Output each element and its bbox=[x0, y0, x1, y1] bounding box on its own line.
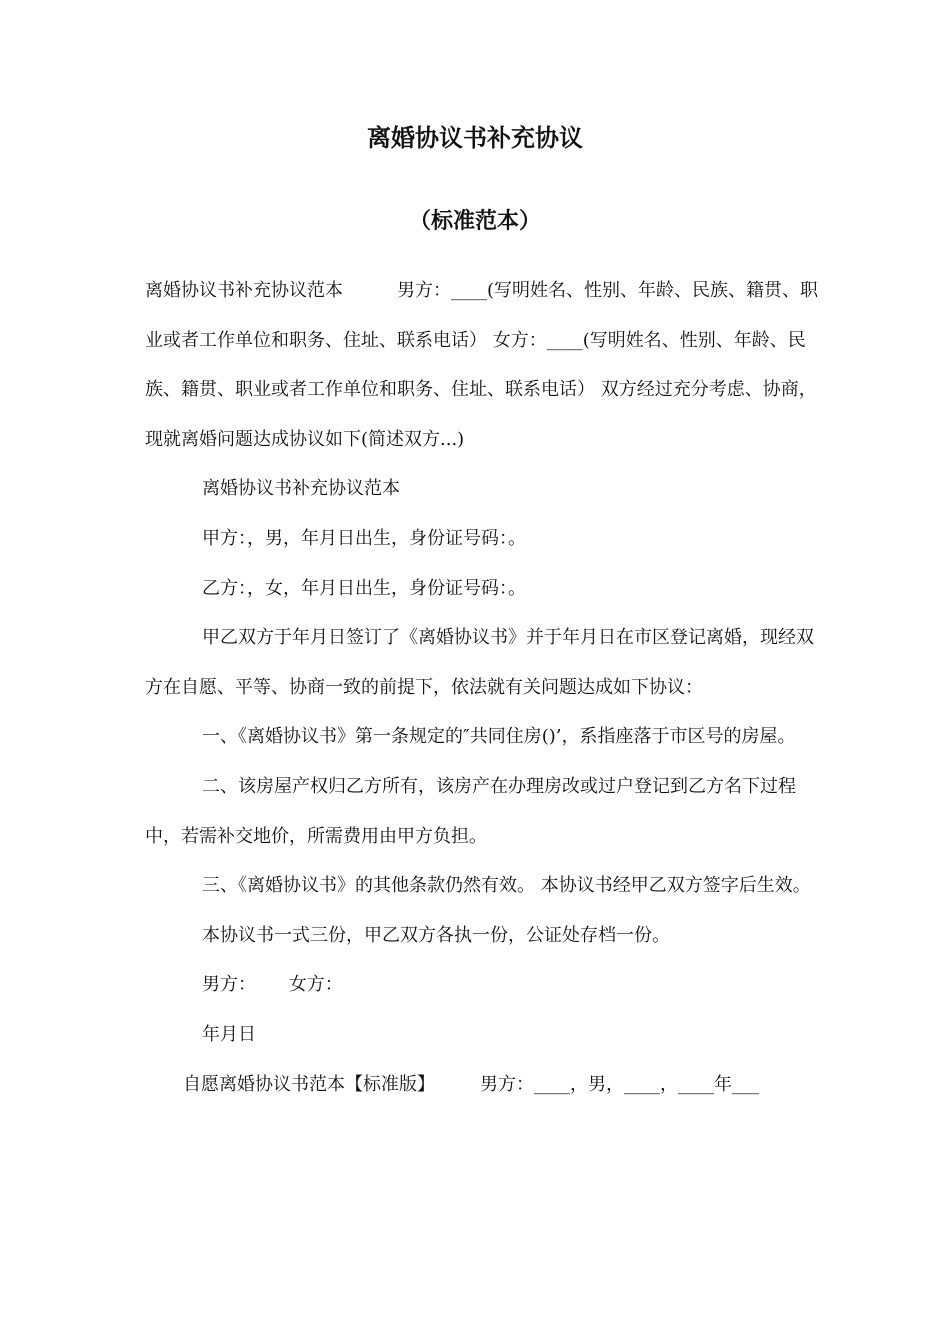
signature-line: 男方： 女方： bbox=[202, 974, 343, 996]
clause-1: 一、《离婚协议书》第一条规定的″共同住房()’，系指座落于市区号的房屋。 bbox=[202, 726, 796, 748]
intro-paragraph: 离婚协议书补充协议范本 男方：____(写明姓名、性别、年龄、民族、籍贯、职业或者工作单位和职务、住址、联系电话） 女方：____(写明姓名、性别、年龄、民族、籍贯、职业或者工作单位和职务、住址、联系电话） 双方经过充分考虑、协商，现就离婚问题达成协议如下(简述双方...) bbox=[145, 280, 819, 450]
next-template-heading: 自愿离婚协议书范本【标准版】 男方：____，男，____，____年___ bbox=[183, 1073, 759, 1095]
party-a-line: 甲方：，男，年月日出生，身份证号码：。 bbox=[202, 527, 526, 549]
copies-statement: 本协议书一式三份，甲乙双方各执一份，公证处存档一份。 bbox=[202, 924, 670, 946]
document-body bbox=[145, 266, 825, 1109]
clause-2: 二、该房屋产权归乙方所有，该房产在办理房改或过户登记到乙方名下过程中，若需补交地价，所需费用由甲方负担。 bbox=[145, 775, 796, 847]
agreement-preamble: 甲乙双方于年月日签订了《离婚协议书》并于年月日在市区登记离婚，现经双方在自愿、平等、协商一致的前提下，依法就有关问题达成如下协议： bbox=[145, 627, 814, 698]
party-b-line: 乙方：，女，年月日出生，身份证号码：。 bbox=[202, 577, 526, 599]
clause-3: 三、《离婚协议书》的其他条款仍然有效。 本协议书经甲乙双方签字后生效。 bbox=[202, 875, 811, 897]
document-title: 离婚协议书补充协议 bbox=[367, 124, 583, 152]
document-subtitle: （标准范本） bbox=[408, 209, 541, 234]
section-heading: 离婚协议书补充协议范本 bbox=[202, 478, 400, 500]
date-line: 年月日 bbox=[202, 1023, 256, 1045]
